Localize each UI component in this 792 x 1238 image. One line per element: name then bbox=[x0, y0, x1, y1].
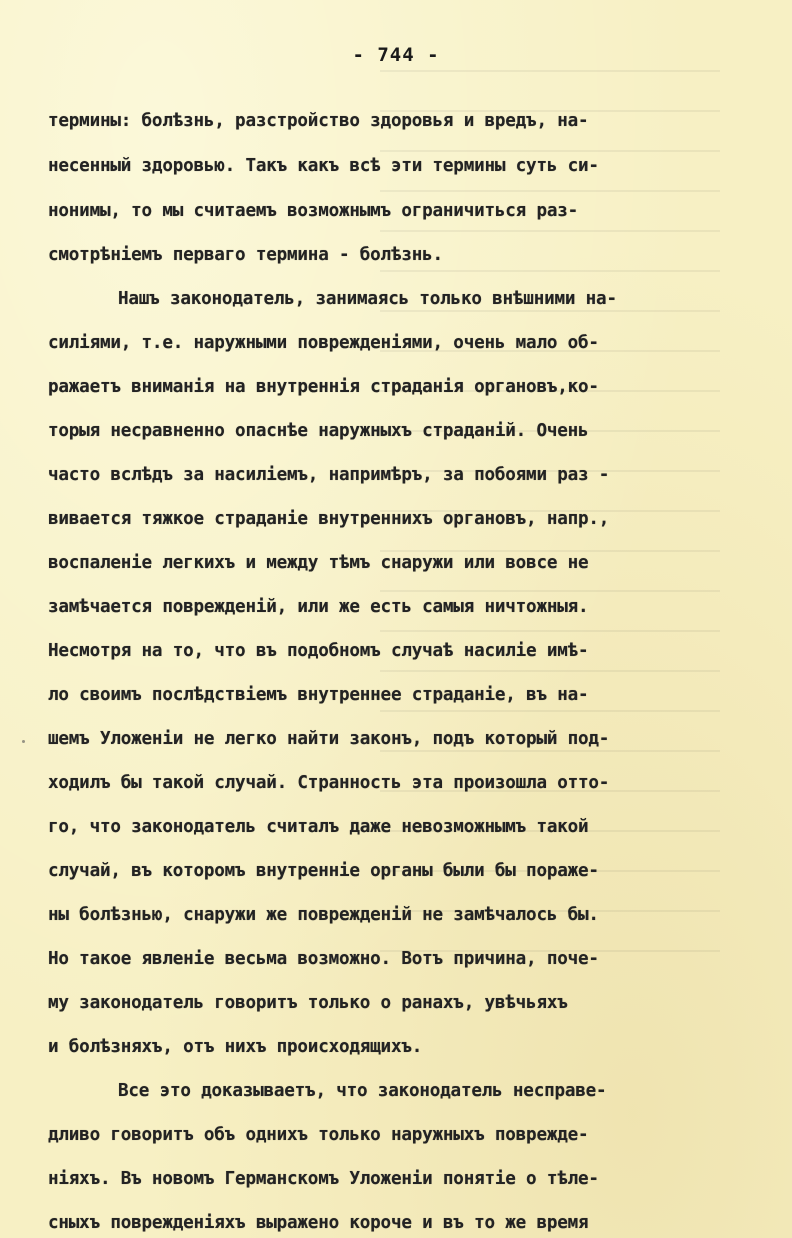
text-line: и болѣзняхъ, отъ нихъ происходящихъ. bbox=[48, 1037, 423, 1057]
text-line: ло своимъ послѣдствіемъ внутреннее страданіе, въ на- bbox=[48, 685, 589, 705]
margin-speck bbox=[22, 740, 25, 743]
text-line: термины: болѣзнь, разстройство здоровья и вредъ, на- bbox=[48, 111, 589, 131]
text-line: нонимы, то мы считаемъ возможнымъ ограничиться раз- bbox=[48, 201, 579, 221]
text-line: ражаетъ вниманія на внутреннія страданія органовъ,ко- bbox=[48, 377, 599, 397]
text-line: ніяхъ. Въ новомъ Германскомъ Уложеніи понятіе о тѣле- bbox=[48, 1169, 599, 1189]
text-line: часто вслѣдъ за насиліемъ, напримѣръ, за побоями раз - bbox=[48, 465, 610, 485]
text-line: несенный здоровью. Такъ какъ всѣ эти термины суть си- bbox=[48, 156, 599, 176]
text-line: вивается тяжкое страданіе внутреннихъ органовъ, напр., bbox=[48, 509, 610, 529]
text-line: воспаленіе легкихъ и между тѣмъ снаружи или вовсе не bbox=[48, 553, 589, 573]
text-line: дливо говоритъ объ однихъ только наружныхъ поврежде- bbox=[48, 1125, 589, 1145]
text-line: случай, въ которомъ внутренніе органы были бы пораже- bbox=[48, 861, 599, 881]
text-line: Нашъ законодатель, занимаясь только внѣшними на- bbox=[118, 289, 617, 309]
text-line: му законодатель говоритъ только о ранахъ, увѣчьяхъ bbox=[48, 993, 568, 1013]
text-line: сныхъ поврежденіяхъ выражено короче и въ то же время bbox=[48, 1213, 589, 1233]
text-line: Несмотря на то, что въ подобномъ случаѣ насиліе имѣ- bbox=[48, 641, 589, 661]
text-line: го, что законодатель считалъ даже невозможнымъ такой bbox=[48, 817, 589, 837]
text-line: ны болѣзнью, снаружи же поврежденій не замѣчалось бы. bbox=[48, 905, 599, 925]
text-line: силіями, т.е. наружными поврежденіями, очень мало об- bbox=[48, 333, 599, 353]
text-line: Все это доказываетъ, что законодатель несправе- bbox=[118, 1081, 607, 1101]
page-number: - 744 - bbox=[352, 44, 440, 66]
text-line: торыя несравненно опаснѣе наружныхъ страданій. Очень bbox=[48, 421, 589, 441]
text-line: замѣчается поврежденій, или же есть самыя ничтожныя. bbox=[48, 597, 589, 617]
text-line: Но такое явленіе весьма возможно. Вотъ причина, поче- bbox=[48, 949, 599, 969]
text-line: смотрѣніемъ перваго термина - болѣзнь. bbox=[48, 245, 443, 265]
text-line: ходилъ бы такой случай. Странность эта произошла отто- bbox=[48, 773, 610, 793]
text-line: шемъ Уложеніи не легко найти законъ, подъ который под- bbox=[48, 729, 610, 749]
